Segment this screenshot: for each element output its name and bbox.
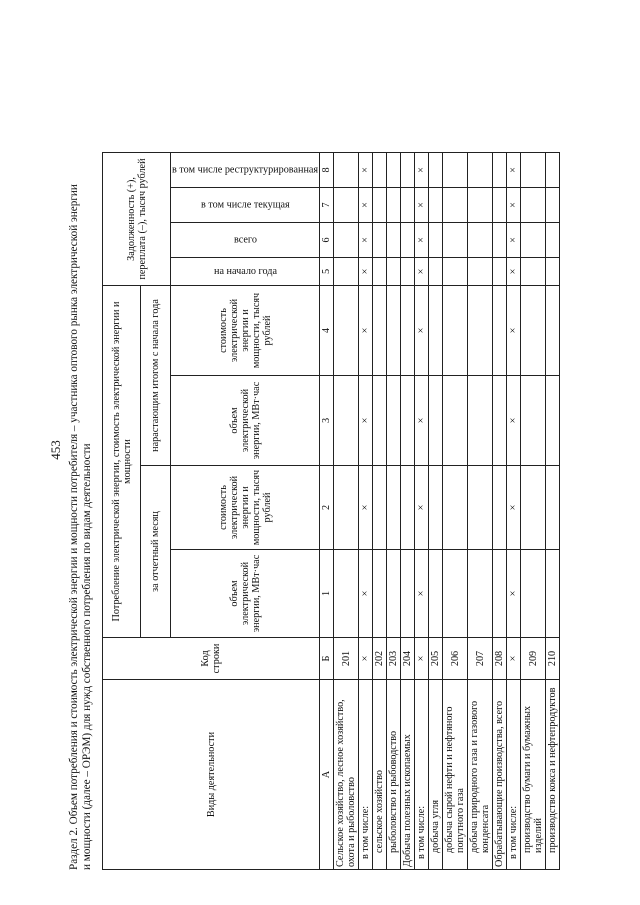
activity-name-cell: рыболовство и рыбоводство (387, 680, 401, 870)
value-cell (387, 376, 401, 466)
value-cell (443, 188, 468, 223)
value-cell: × (507, 188, 521, 223)
value-cell: × (507, 223, 521, 258)
value-cell (521, 258, 546, 286)
value-cell (546, 466, 560, 550)
row-code-cell: 204 (401, 638, 415, 680)
value-cell (493, 153, 507, 188)
value-cell: × (415, 223, 429, 258)
value-cell: × (507, 550, 521, 638)
value-cell (387, 286, 401, 376)
value-cell (493, 466, 507, 550)
row-code-cell: × (415, 638, 429, 680)
activity-name-cell: в том числе: (415, 680, 429, 870)
section-title-line-2: и мощности (далее – ОРЭМ) для нужд собственного потребления по видам деятельности (81, 443, 93, 870)
value-cell: × (415, 376, 429, 466)
value-cell: × (359, 466, 373, 550)
value-cell (387, 550, 401, 638)
activity-name-cell: добыча угля (429, 680, 443, 870)
header-consumption-group: Потребление электрической энергии, стоимость электрической энергии и мощности (103, 286, 141, 638)
value-cell (443, 550, 468, 638)
value-cell (387, 188, 401, 223)
row-code-cell: 209 (521, 638, 546, 680)
value-cell: × (415, 258, 429, 286)
value-cell (493, 550, 507, 638)
value-cell (429, 153, 443, 188)
value-cell (401, 153, 415, 188)
table-row (468, 153, 493, 870)
value-cell (546, 376, 560, 466)
activity-name-cell: производство кокса и нефтепродуктов (546, 680, 560, 870)
value-cell (443, 466, 468, 550)
value-cell (468, 223, 493, 258)
value-cell (401, 550, 415, 638)
value-cell (387, 153, 401, 188)
table-row (546, 153, 560, 870)
value-cell (373, 550, 387, 638)
header-incl-current (171, 188, 320, 223)
value-cell (521, 223, 546, 258)
value-cell (468, 286, 493, 376)
row-code-cell: 203 (387, 638, 401, 680)
value-cell (493, 223, 507, 258)
value-cell (387, 223, 401, 258)
value-cell: × (359, 376, 373, 466)
activity-name-cell: добыча природного газа и газового конденсата (468, 680, 493, 870)
value-cell (334, 258, 359, 286)
header-row-code: Код строки (103, 638, 320, 680)
header-total-text: всего (233, 234, 257, 246)
header-volume-month: объем электрической энергии, МВт·час (171, 550, 320, 638)
value-cell (334, 376, 359, 466)
value-cell (468, 376, 493, 466)
table-row (387, 153, 401, 870)
value-cell (429, 286, 443, 376)
value-cell (429, 466, 443, 550)
value-cell (373, 188, 387, 223)
row-code-cell: × (359, 638, 373, 680)
header-debt-group-text: Задолженность (+), переплата (–), тысяч рублей (125, 158, 148, 280)
value-cell: × (359, 188, 373, 223)
value-cell: × (415, 188, 429, 223)
activity-name-cell: Сельское хозяйство, лесное хозяйство, охота и рыболовство (334, 680, 359, 870)
value-cell (468, 188, 493, 223)
value-cell (493, 188, 507, 223)
value-cell (493, 376, 507, 466)
activity-name-cell: производство бумаги и бумажных изделий (521, 680, 546, 870)
value-cell (373, 376, 387, 466)
table-row (373, 153, 387, 870)
header-incl-current-text: в том числе текущая (200, 199, 290, 211)
header-incl-restructured-text: в том числе реструктурированная (172, 164, 319, 176)
activity-name-cell: сельское хозяйство (373, 680, 387, 870)
header-cumulative: нарастающим итогом с начала года (141, 286, 171, 466)
value-cell: × (415, 286, 429, 376)
header-activity: Виды деятельности (103, 680, 320, 870)
value-cell (546, 188, 560, 223)
value-cell (334, 188, 359, 223)
value-cell (429, 223, 443, 258)
value-cell: × (507, 258, 521, 286)
section-title (68, 25, 94, 870)
value-cell (546, 550, 560, 638)
column-index-cell: 6 (320, 223, 334, 258)
value-cell: × (359, 550, 373, 638)
column-index-cell: Б (320, 638, 334, 680)
value-cell (468, 466, 493, 550)
value-cell (443, 286, 468, 376)
row-code-cell: × (507, 638, 521, 680)
value-cell (401, 223, 415, 258)
value-cell (493, 258, 507, 286)
value-cell (443, 376, 468, 466)
value-cell: × (359, 153, 373, 188)
value-cell (443, 223, 468, 258)
activity-name-cell: Обрабатывающие производства, всего (493, 680, 507, 870)
row-code-cell: 208 (493, 638, 507, 680)
row-code-cell: 206 (443, 638, 468, 680)
column-index-cell: 5 (320, 258, 334, 286)
row-code-cell: 205 (429, 638, 443, 680)
header-debt-group (103, 153, 171, 286)
value-cell (401, 466, 415, 550)
value-cell (443, 258, 468, 286)
header-start-of-year (171, 258, 320, 286)
header-start-of-year-text: на начало года (213, 266, 277, 277)
value-cell (521, 188, 546, 223)
value-cell (334, 466, 359, 550)
value-cell (546, 286, 560, 376)
column-index-cell: А (320, 680, 334, 870)
value-cell (521, 550, 546, 638)
value-cell: × (415, 153, 429, 188)
value-cell (521, 376, 546, 466)
header-volume-cumulative: объем электрической энергии, МВт·час (171, 376, 320, 466)
value-cell (546, 258, 560, 286)
value-cell: × (507, 153, 521, 188)
column-index-cell: 8 (320, 153, 334, 188)
table-row (401, 153, 415, 870)
value-cell: × (359, 258, 373, 286)
table-row (521, 153, 546, 870)
activity-name-cell: в том числе: (507, 680, 521, 870)
value-cell (521, 286, 546, 376)
column-index-cell: 4 (320, 286, 334, 376)
value-cell: × (507, 286, 521, 376)
value-cell (429, 258, 443, 286)
table-row (415, 153, 429, 870)
value-cell: × (507, 466, 521, 550)
column-index-cell: 3 (320, 376, 334, 466)
table-row (359, 153, 373, 870)
value-cell (468, 258, 493, 286)
activity-name-cell: добыча сырой нефти и нефтяного попутного газа (443, 680, 468, 870)
table-row (507, 153, 521, 870)
value-cell: × (359, 286, 373, 376)
value-cell (401, 258, 415, 286)
rotated-form-page (40, 20, 600, 875)
value-cell (443, 153, 468, 188)
activity-name-cell: в том числе: (359, 680, 373, 870)
value-cell (373, 258, 387, 286)
value-cell (521, 466, 546, 550)
value-cell (387, 258, 401, 286)
table-row (443, 153, 468, 870)
value-cell (373, 153, 387, 188)
page-number: 453 (48, 440, 63, 460)
row-code-cell: 201 (334, 638, 359, 680)
table-row (429, 153, 443, 870)
column-index-cell: 2 (320, 466, 334, 550)
section-title-line-1: Раздел 2. Объем потребления и стоимость электрической энергии и мощности потребителя – участника оптового рынка электрической энергии (68, 184, 80, 870)
value-cell: × (415, 466, 429, 550)
value-cell (429, 188, 443, 223)
value-cell (493, 286, 507, 376)
row-code-cell: 207 (468, 638, 493, 680)
table-row (493, 153, 507, 870)
column-index-row (320, 153, 334, 870)
header-reporting-month: за отчетный месяц (141, 466, 171, 638)
value-cell (373, 286, 387, 376)
header-incl-restructured (171, 153, 320, 188)
table-row (334, 153, 359, 870)
value-cell (429, 550, 443, 638)
value-cell (387, 466, 401, 550)
header-cost-month: стоимость электрической энергии и мощности, тысяч рублей (171, 466, 320, 550)
consumption-table (102, 152, 560, 870)
value-cell (401, 376, 415, 466)
value-cell (401, 188, 415, 223)
value-cell (468, 153, 493, 188)
column-index-cell: 1 (320, 550, 334, 638)
value-cell (521, 153, 546, 188)
value-cell (373, 223, 387, 258)
value-cell (546, 223, 560, 258)
value-cell (334, 223, 359, 258)
column-index-cell: 7 (320, 188, 334, 223)
header-cost-cumulative: стоимость электрической энергии и мощности, тысяч рублей (171, 286, 320, 376)
value-cell: × (415, 550, 429, 638)
row-code-cell: 202 (373, 638, 387, 680)
row-code-cell: 210 (546, 638, 560, 680)
value-cell (546, 153, 560, 188)
value-cell: × (359, 223, 373, 258)
value-cell (334, 286, 359, 376)
value-cell (468, 550, 493, 638)
value-cell (401, 286, 415, 376)
value-cell: × (507, 376, 521, 466)
activity-name-cell: Добыча полезных ископаемых (401, 680, 415, 870)
header-total (171, 223, 320, 258)
value-cell (334, 153, 359, 188)
value-cell (429, 376, 443, 466)
value-cell (334, 550, 359, 638)
value-cell (373, 466, 387, 550)
